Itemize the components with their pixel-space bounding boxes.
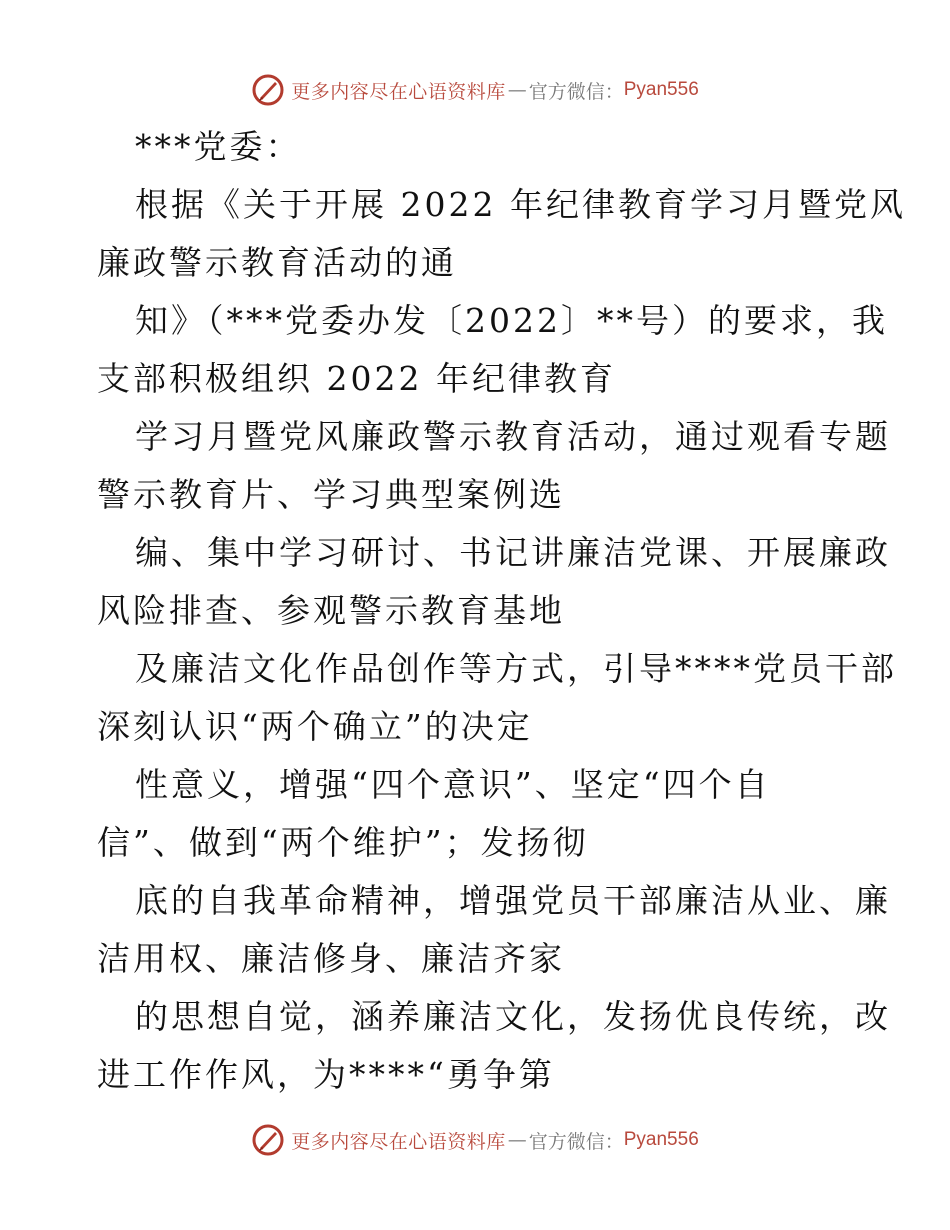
paragraph-line: 性意义，增强“四个意识”、坚定“四个自 <box>135 765 771 804</box>
watermark-official-label: 官方微信： <box>528 1130 624 1153</box>
paragraph-line: 廉政警示教育活动的通 <box>97 243 457 282</box>
watermark-wechat-id: Pyan556 <box>623 1129 699 1150</box>
paragraph-line: 支部积极组织 2022 年纪律教育 <box>97 359 616 398</box>
footer-watermark <box>0 1120 950 1160</box>
document-body <box>97 118 906 1104</box>
watermark-wechat-id: Pyan556 <box>623 79 699 100</box>
watermark-separator: — <box>507 79 527 101</box>
paragraph-line: 及廉洁文化作品创作等方式，引导****党员干部 <box>135 649 897 688</box>
paragraph-line: 的思想自觉，涵养廉洁文化，发扬优良传统，改 <box>135 997 891 1036</box>
paragraph-line: 风险排查、参观警示教育基地 <box>97 591 565 630</box>
paragraph-line: 编、集中学习研讨、书记讲廉洁党课、开展廉政 <box>135 533 891 572</box>
watermark-site: 更多内容尽在心语资料库 <box>291 80 506 103</box>
paragraph-line: 警示教育片、学习典型案例选 <box>97 475 565 514</box>
paragraph-line: 深刻认识“两个确立”的决定 <box>97 707 533 746</box>
paragraph-line: 进工作作风，为****“勇争第 <box>97 1055 555 1094</box>
quill-logo-icon <box>251 1123 285 1157</box>
paragraph-line: 知》（***党委办发〔2022〕**号）的要求，我 <box>135 301 888 340</box>
watermark-site: 更多内容尽在心语资料库 <box>291 1130 506 1153</box>
header-watermark <box>0 70 950 110</box>
paragraph-line: 学习月暨党风廉政警示教育活动，通过观看专题 <box>135 417 891 456</box>
paragraph-line: 根据《关于开展 2022 年纪律教育学习月暨党风 <box>135 185 906 224</box>
paragraph-line: 底的自我革命精神，增强党员干部廉洁从业、廉 <box>135 881 891 920</box>
salutation: ***党委： <box>135 127 302 166</box>
paragraph-line: 信”、做到“两个维护”；发扬彻 <box>97 823 589 862</box>
watermark-separator: — <box>507 1129 527 1151</box>
paragraph-line: 洁用权、廉洁修身、廉洁齐家 <box>97 939 565 978</box>
watermark-official-label: 官方微信： <box>528 80 624 103</box>
quill-logo-icon <box>251 73 285 107</box>
